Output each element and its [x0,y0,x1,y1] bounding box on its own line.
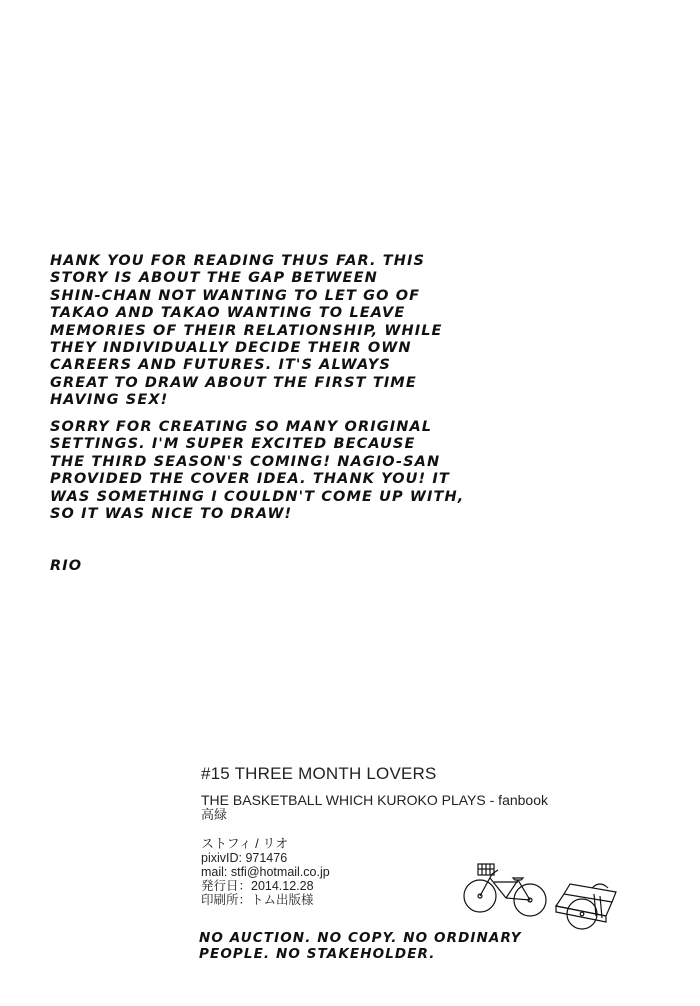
afterword-line: SORRY FOR CREATING SO MANY ORIGINAL [50,419,433,435]
afterword-line: WAS SOMETHING I COULDN'T COME UP WITH, [50,488,465,505]
pairing-label: 高緑 [201,807,228,822]
afterword-line: STORY IS ABOUT THE GAP BETWEEN [50,270,378,287]
printer-name: 印刷所：トム出版様 [201,893,314,907]
afterword-line: PROVIDED THE COVER IDEA. THANK YOU! IT [50,471,450,488]
pixiv-id: pixivID: 971476 [201,851,288,865]
afterword-line: HANK YOU FOR READING THUS FAR. THIS [50,253,426,269]
afterword-line: SETTINGS. I'M SUPER EXCITED BECAUSE [50,436,416,453]
afterword-line: MEMORIES OF THEIR RELATIONSHIP, WHILE [50,322,443,339]
afterword-paragraph-1 [50,253,520,410]
author-name: ストフィ / リオ [201,836,289,851]
distribution-notice [199,930,522,962]
afterword-line: TAKAO AND TAKAO WANTING TO LEAVE [50,305,406,322]
author-signature: RIO [50,558,83,574]
publish-date: 発行日：2014.12.28 [201,879,314,893]
afterword-line: HAVING SEX! [50,392,169,409]
afterword-line: THEY INDIVIDUALLY DECIDE THEIR OWN [50,340,412,357]
afterword-line: SO IT WAS NICE TO DRAW! [50,506,293,523]
notice-line: NO AUCTION. NO COPY. NO ORDINARY [199,930,522,946]
book-title: #15 THREE MONTH LOVERS [201,764,437,783]
afterword-paragraph-2 [50,419,520,523]
afterword-line: SHIN-CHAN NOT WANTING TO LET GO OF [50,287,421,304]
afterword-line: GREAT TO DRAW ABOUT THE FIRST TIME [50,374,417,391]
book-subtitle: THE BASKETBALL WHICH KUROKO PLAYS - fanbook [201,792,548,808]
afterword-line: CAREERS AND FUTURES. IT'S ALWAYS [50,357,391,374]
contact-email: mail: stfi@hotmail.co.jp [201,865,330,879]
bicycle-illustration-icon [460,858,620,938]
afterword-line: THE THIRD SEASON'S COMING! NAGIO-SAN [50,453,441,470]
notice-line: PEOPLE. NO STAKEHOLDER. [199,946,436,962]
